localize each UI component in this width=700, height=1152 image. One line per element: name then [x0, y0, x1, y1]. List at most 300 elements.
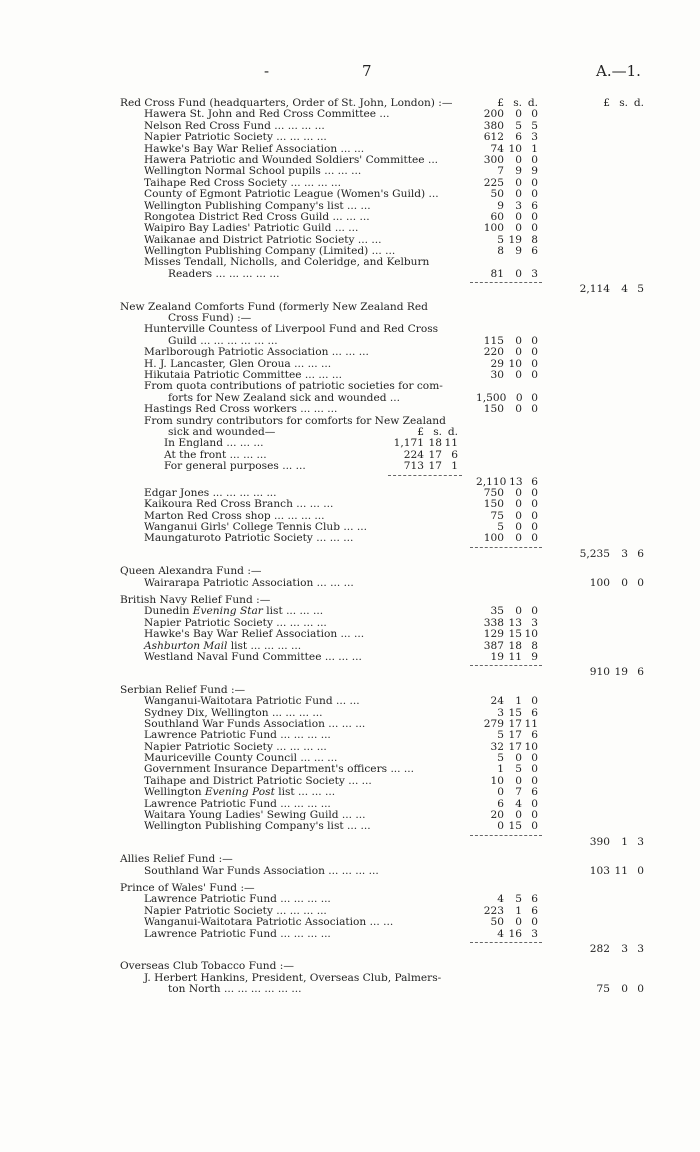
amount-column-1-s: 0 — [515, 391, 523, 404]
amount-column-1 — [476, 742, 538, 753]
section-total-row — [120, 837, 680, 848]
amount-column-1-d: 0 — [531, 509, 538, 522]
ledger-row-label: Sydney Dix, Wellington ... ... ... ... — [144, 706, 323, 719]
ledger-row-label: Hawera St. John and Red Cross Committee ... — [144, 108, 390, 121]
amount-column-1-d: 9 — [531, 165, 538, 178]
ledger-row-label: Government Insurance Department's officers ... ... — [144, 763, 415, 776]
ledger-row-label: Lawrence Patriotic Fund ... ... ... ... — [144, 927, 331, 940]
ledger-row-label: Marlborough Patriotic Association ... ... ... — [144, 346, 369, 359]
amount-column-1-s: 15 — [508, 628, 522, 641]
amount-column-1-l: 4 — [497, 893, 504, 906]
amount-column-1-l: 387 — [483, 639, 504, 652]
amount-column-1-s: 0 — [515, 521, 522, 534]
ledger-row-label: Taihape and District Patriotic Society ... ... — [144, 774, 372, 787]
amount-column-2 — [568, 578, 644, 589]
section-total-s: 3 — [621, 547, 628, 560]
ledger-row-label: Wanganui-Waitotara Patriotic Fund ... ... — [144, 695, 360, 708]
amount-column-1-l: 20 — [490, 809, 504, 822]
header-dash: - — [264, 62, 270, 80]
ledger-row — [120, 438, 680, 449]
amount-column-1-d: 0 — [531, 521, 538, 534]
column-total-rule — [470, 835, 542, 836]
amount-column-1 — [476, 652, 538, 663]
sub-amount-d: 11 — [444, 437, 458, 450]
amount-column-1 — [476, 719, 538, 730]
ledger-row — [120, 269, 680, 280]
amount-column-2-d: 0 — [637, 983, 644, 996]
ledger-row-label: Napier Patriotic Society ... ... ... ... — [144, 131, 327, 144]
ledger-row-label: H. J. Lancaster, Glen Oroua ... ... ... — [144, 357, 332, 370]
amount-column-1-l: 60 — [490, 210, 504, 223]
amount-column-1-l: 9 — [497, 199, 504, 212]
amount-column-1-l: 5 — [497, 729, 504, 742]
sub-currency-header-s: s. — [433, 425, 442, 438]
amount-column-1-s: 0 — [515, 752, 522, 765]
amount-column-1-s: 3 — [515, 199, 522, 212]
sub-amount-l: 224 — [403, 448, 424, 461]
amount-column-1 — [476, 764, 538, 775]
column-total-rule — [470, 547, 542, 548]
amount-column-1-l: 50 — [490, 916, 504, 929]
amount-column-1-l: 8 — [497, 245, 504, 258]
sub-amount-s: 17 — [428, 460, 442, 473]
amount-column-1-d: 0 — [531, 695, 538, 708]
amount-column-1-l: 380 — [483, 119, 504, 132]
amount-column-1 — [476, 269, 538, 280]
ledger-row-label: Dunedin Evening Star list ... ... ... — [144, 605, 324, 618]
ledger-row-label: Hawera Patriotic and Wounded Soldiers' Committee ... — [144, 153, 439, 166]
ledger-row — [120, 578, 680, 589]
amount-column-1-l: 50 — [490, 188, 504, 201]
ledger-row-label: Lawrence Patriotic Fund ... ... ... ... — [144, 797, 331, 810]
amount-column-1-s: 15 — [508, 820, 522, 833]
ledger-row — [120, 730, 680, 741]
column-1-currency-header-d: d. — [527, 97, 538, 109]
amount-column-1-l: 0 — [497, 820, 504, 833]
amount-column-2-s: 0 — [621, 983, 628, 996]
amount-column-1 — [476, 155, 538, 166]
amount-column-1-l: 612 — [483, 131, 504, 144]
ledger-content — [120, 98, 680, 996]
section-title-continued: Cross Fund) :— — [168, 312, 252, 325]
amount-column-1-s: 17 — [508, 740, 522, 753]
section-title: Prince of Wales' Fund :— — [120, 882, 255, 894]
section-total-row — [120, 284, 680, 295]
amount-column-1-s: 0 — [515, 222, 522, 235]
amount-column-1 — [476, 404, 538, 415]
sub-amount-d: 6 — [451, 448, 458, 461]
ledger-row-label: Hawke's Bay War Relief Association ... ... — [144, 142, 365, 155]
section-total-row — [120, 549, 680, 560]
column-total-rule — [470, 282, 542, 283]
section-total-s: 3 — [621, 942, 628, 955]
amount-column-1-s: 4 — [515, 797, 522, 810]
amount-column-1-s: 16 — [508, 927, 522, 940]
sub-total-rule — [388, 475, 462, 476]
amount-column-1-s: 0 — [515, 153, 522, 166]
section-total — [568, 549, 644, 560]
amount-column-1-d: 0 — [531, 153, 538, 166]
amount-column-1-s: 5 — [515, 119, 522, 132]
section-title: Serbian Relief Fund :— — [120, 683, 246, 696]
amount-column-1-d: 0 — [531, 774, 538, 787]
ledger-row-label: Lawrence Patriotic Fund ... ... ... ... — [144, 893, 331, 906]
section-title: New Zealand Comforts Fund (formerly New Zealand Red — [120, 300, 428, 313]
amount-column-1-d: 8 — [531, 639, 538, 652]
amount-column-1-d: 0 — [531, 752, 538, 765]
amount-column-1-s: 0 — [515, 486, 522, 499]
amount-column-1-l: 150 — [483, 498, 504, 511]
amount-column-1-l: 150 — [483, 403, 504, 416]
amount-column-1-l: 750 — [483, 486, 504, 499]
ledger-row-label: Rongotea District Red Cross Guild ... ... ... — [144, 210, 370, 223]
ledger-row-label: Southland War Funds Association ... ... ... ... — [144, 864, 379, 877]
amount-column-2 — [568, 984, 644, 995]
ledger-row-label: Taihape Red Cross Society ... ... ... ... — [144, 176, 342, 189]
amount-column-2 — [568, 866, 644, 877]
section-title: British Navy Relief Fund :— — [120, 594, 271, 607]
ledger-row-label: Wellington Publishing Company (Limited) ... ... — [144, 245, 396, 258]
section-total-d: 6 — [637, 666, 644, 679]
document-reference: A.—1. — [596, 62, 641, 80]
amount-column-1-l: 115 — [483, 334, 504, 347]
ledger-row-label: Edgar Jones ... ... ... ... ... — [144, 486, 277, 499]
section-total-row — [120, 944, 680, 955]
amount-column-1-d: 5 — [531, 119, 538, 132]
amount-column-1-d: 0 — [531, 391, 538, 404]
amount-column-1-s: 10 — [508, 142, 522, 155]
amount-column-1-d: 10 — [524, 628, 538, 641]
amount-column-2-d: 0 — [637, 864, 644, 877]
amount-column-1-d: 0 — [531, 916, 538, 929]
amount-column-1-d: 0 — [531, 188, 538, 201]
amount-column-1 — [476, 906, 538, 917]
ledger-row-label: Westland Naval Fund Committee ... ... ... — [144, 650, 362, 663]
ledger-row — [120, 984, 680, 995]
sub-amount-d: 1 — [451, 460, 458, 473]
amount-column-1 — [476, 235, 538, 246]
amount-column-1-l: 24 — [490, 695, 504, 708]
amount-column-1 — [476, 533, 538, 544]
amount-column-1 — [476, 223, 538, 234]
amount-column-1 — [476, 201, 538, 212]
amount-column-1-s: 1 — [515, 904, 522, 917]
amount-column-1-s: 11 — [508, 650, 522, 663]
ledger-row — [120, 917, 680, 928]
section-title: Overseas Club Tobacco Fund :— — [120, 960, 294, 973]
section-title-row — [120, 854, 680, 865]
amount-column-2-s: 0 — [621, 576, 628, 589]
ledger-row-label: ton North ... ... ... ... ... ... — [168, 983, 302, 996]
amount-column-1-s: 0 — [515, 267, 522, 280]
column-2-currency-header-s: s. — [619, 97, 628, 109]
amount-column-1-s: 17 — [508, 729, 522, 742]
amount-column-1 — [476, 370, 538, 381]
amount-column-1-l: 1,500 — [476, 391, 507, 404]
amount-column-1 — [476, 359, 538, 370]
amount-column-1 — [476, 821, 538, 832]
ledger-row-label: Readers ... ... ... ... ... — [168, 267, 280, 280]
amount-column-1-l: 6 — [497, 797, 504, 810]
section-total-l: 910 — [589, 666, 610, 679]
ledger-row-label: sick and wounded— — [168, 425, 276, 438]
section-total-d: 3 — [637, 942, 644, 955]
amount-column-1-s: 0 — [515, 334, 522, 347]
ledger-row-label: Misses Tendall, Nicholls, and Coleridge, and Kelburn — [144, 256, 430, 269]
amount-column-1-l: 2,110 — [476, 475, 507, 488]
amount-column-1-d: 1 — [531, 142, 538, 155]
section-total-row — [120, 667, 680, 678]
amount-column-1-l: 223 — [483, 904, 504, 917]
amount-column-1-d: 8 — [531, 233, 538, 246]
amount-column-1-d: 6 — [531, 706, 538, 719]
amount-column-1-d: 0 — [531, 368, 538, 381]
amount-column-1-d: 9 — [531, 650, 538, 663]
amount-column-1-l: 100 — [483, 532, 504, 545]
section-total-d: 5 — [637, 283, 644, 296]
section-total-l: 2,114 — [579, 283, 610, 296]
amount-column-1 — [476, 189, 538, 200]
amount-column-1-s: 0 — [515, 188, 522, 201]
amount-column-1-d: 0 — [531, 486, 538, 499]
amount-column-1-s: 10 — [508, 357, 522, 370]
amount-column-1 — [476, 178, 538, 189]
amount-column-1-s: 0 — [515, 809, 522, 822]
amount-column-2-l: 103 — [589, 864, 610, 877]
section-total-d: 3 — [637, 835, 644, 848]
column-2-currency-header — [568, 98, 644, 109]
amount-column-1-d: 0 — [531, 797, 538, 810]
ledger-row-label: Napier Patriotic Society ... ... ... ... — [144, 904, 327, 917]
column-total-rule — [470, 942, 542, 943]
amount-column-1 — [476, 776, 538, 787]
ledger-row — [120, 929, 680, 940]
amount-column-1-s: 6 — [515, 131, 522, 144]
amount-column-1-d: 3 — [531, 267, 538, 280]
amount-column-1-s: 0 — [515, 605, 522, 618]
section-title: Queen Alexandra Fund :— — [120, 565, 262, 578]
ledger-row-label: At the front ... ... ... — [164, 448, 267, 461]
amount-column-1-s: 0 — [515, 368, 522, 381]
sub-currency-header-l: £ — [417, 425, 424, 438]
amount-column-1-s: 9 — [515, 245, 522, 258]
amount-column-1 — [476, 132, 538, 143]
amount-column-1-l: 19 — [490, 650, 504, 663]
ledger-row-label: Wellington Evening Post list ... ... ... — [144, 786, 336, 799]
amount-column-1-d: 6 — [531, 245, 538, 258]
ledger-row — [120, 189, 680, 200]
amount-column-1-l: 7 — [497, 165, 504, 178]
amount-column-1 — [476, 641, 538, 652]
ledger-row — [120, 866, 680, 877]
amount-column-1-d: 0 — [531, 346, 538, 359]
ledger-row-label: Wairarapa Patriotic Association ... ... ... — [144, 576, 354, 589]
ledger-row-label: Marton Red Cross shop ... ... ... ... — [144, 509, 325, 522]
ledger-row-label: Hastings Red Cross workers ... ... ... — [144, 403, 338, 416]
amount-column-1-l: 100 — [483, 222, 504, 235]
ledger-row-label: Ashburton Mail list ... ... ... ... — [144, 639, 302, 652]
sub-amount-l: 1,171 — [393, 437, 424, 450]
amount-column-1-d: 0 — [531, 222, 538, 235]
amount-column-1-l: 338 — [483, 616, 504, 629]
section-total-d: 6 — [637, 547, 644, 560]
ledger-row-label: Kaikoura Red Cross Branch ... ... ... — [144, 498, 334, 511]
amount-column-1 — [476, 629, 538, 640]
amount-column-1-d: 0 — [531, 176, 538, 189]
amount-column-1-l: 225 — [483, 176, 504, 189]
amount-column-1-s: 0 — [515, 176, 522, 189]
amount-column-1-s: 5 — [515, 893, 522, 906]
amount-column-1-d: 0 — [531, 210, 538, 223]
amount-column-1-l: 10 — [490, 774, 504, 787]
section-total-s: 4 — [621, 283, 628, 296]
amount-column-1 — [476, 730, 538, 741]
column-1-currency-header-s: s. — [513, 97, 522, 109]
amount-column-1-l: 74 — [490, 142, 504, 155]
column-total-rule — [470, 665, 542, 666]
amount-column-1-l: 3 — [497, 706, 504, 719]
amount-column-1 — [476, 246, 538, 257]
amount-column-1-l: 200 — [483, 108, 504, 121]
ledger-row-label: Wellington Publishing Company's list ... ... — [144, 820, 371, 833]
amount-column-1-d: 0 — [531, 108, 538, 121]
amount-column-1-s: 9 — [515, 165, 522, 178]
amount-column-2-l: 100 — [589, 576, 610, 589]
section-total — [568, 837, 644, 848]
amount-column-1 — [476, 753, 538, 764]
ledger-row — [120, 787, 680, 798]
amount-column-1-l: 220 — [483, 346, 504, 359]
amount-column-1-l: 300 — [483, 153, 504, 166]
amount-column-1-l: 81 — [490, 267, 504, 280]
ledger-row-label: From quota contributions of patriotic societies for com- — [144, 380, 443, 393]
ledger-row-label: For general purposes ... ... — [164, 460, 306, 473]
amount-column-1 — [476, 799, 538, 810]
amount-column-1-s: 0 — [515, 916, 522, 929]
ledger-row — [120, 821, 680, 832]
amount-column-1-d: 6 — [531, 199, 538, 212]
amount-column-1-s: 5 — [515, 763, 522, 776]
amount-column-1-d: 3 — [531, 131, 538, 144]
amount-column-1-d: 10 — [524, 740, 538, 753]
ledger-row-label: Maungaturoto Patriotic Society ... ... ... — [144, 532, 354, 545]
amount-column-1-l: 5 — [497, 752, 504, 765]
page-header — [0, 62, 700, 82]
page-number: 7 — [362, 62, 372, 80]
section-title: Red Cross Fund (headquarters, Order of St. John, London) :— — [120, 97, 453, 109]
ledger-row-label: Napier Patriotic Society ... ... ... ... — [144, 616, 327, 629]
ledger-row-label: Guild ... ... ... ... ... ... — [168, 334, 278, 347]
ledger-row — [120, 404, 680, 415]
amount-column-1-d: 0 — [531, 809, 538, 822]
amount-column-1-d: 0 — [531, 532, 538, 545]
amount-column-1-s: 13 — [509, 475, 523, 488]
amount-column-1-s: 13 — [508, 616, 522, 629]
amount-column-1-l: 129 — [483, 628, 504, 641]
amount-column-1-s: 0 — [515, 346, 522, 359]
amount-column-1-s: 0 — [515, 498, 522, 511]
amount-column-1-s: 0 — [515, 509, 522, 522]
ledger-row-label: Mauriceville County Council ... ... ... — [144, 752, 338, 765]
amount-column-1-d: 6 — [531, 729, 538, 742]
amount-column-1 — [476, 787, 538, 798]
section-total-l: 282 — [589, 942, 610, 955]
sub-amount-l: 713 — [403, 460, 424, 473]
amount-column-2-d: 0 — [637, 576, 644, 589]
amount-column-1-l: 1 — [497, 763, 504, 776]
ledger-row — [120, 652, 680, 663]
amount-column-1-s: 0 — [515, 774, 522, 787]
amount-column-1-s: 1 — [515, 695, 522, 708]
ledger-row-label: Hikutaia Patriotic Committee ... ... ... — [144, 368, 342, 381]
sub-amount — [388, 461, 458, 472]
amount-column-1-s: 0 — [515, 210, 522, 223]
section-total — [568, 667, 644, 678]
ledger-row-label: forts for New Zealand sick and wounded ... — [168, 391, 400, 404]
ledger-row-label: In England ... ... ... — [164, 437, 264, 450]
amount-column-1-l: 29 — [490, 357, 504, 370]
sub-currency-header-d: d. — [447, 425, 458, 438]
amount-column-1-d: 6 — [531, 904, 538, 917]
ledger-row-label: Hawke's Bay War Relief Association ... ... — [144, 628, 365, 641]
amount-column-1-l: 0 — [497, 786, 504, 799]
section-total-s: 1 — [621, 835, 628, 848]
section-total-l: 5,235 — [579, 547, 610, 560]
column-1-currency-header-l: £ — [497, 97, 504, 109]
ledger-row-label: Hunterville Countess of Liverpool Fund and Red Cross — [144, 323, 439, 336]
amount-column-1-s: 17 — [508, 717, 522, 730]
ledger-row-label: From sundry contributors for comforts for New Zealand — [144, 414, 446, 427]
ledger-row-label: Waikanae and District Patriotic Society ... ... — [144, 233, 382, 246]
amount-column-1-s: 19 — [508, 233, 522, 246]
amount-column-1-l: 5 — [497, 233, 504, 246]
amount-column-1-l: 35 — [490, 605, 504, 618]
ledger-row-label: County of Egmont Patriotic League (Women's Guild) ... — [144, 188, 439, 201]
amount-column-1-l: 5 — [497, 521, 504, 534]
amount-column-1-d: 0 — [531, 820, 538, 833]
ledger-row-label: J. Herbert Hankins, President, Overseas Club, Palmers- — [144, 971, 442, 984]
section-title-row — [120, 566, 680, 577]
amount-column-1-d: 0 — [531, 357, 538, 370]
section-total — [568, 944, 644, 955]
amount-column-1 — [476, 499, 538, 510]
amount-column-1-s: 0 — [515, 532, 522, 545]
amount-column-1-d: 0 — [531, 403, 538, 416]
amount-column-1-d: 11 — [524, 717, 538, 730]
column-2-currency-header-l: £ — [603, 97, 610, 109]
sub-amount-s: 17 — [428, 448, 442, 461]
amount-column-1-d: 6 — [531, 475, 538, 488]
amount-column-1-l: 32 — [490, 740, 504, 753]
amount-column-1-d: 0 — [531, 498, 538, 511]
amount-column-1-l: 279 — [483, 717, 504, 730]
amount-column-2-l: 75 — [596, 983, 610, 996]
amount-column-1-d: 0 — [531, 334, 538, 347]
amount-column-1-s: 18 — [508, 639, 522, 652]
amount-column-1-d: 6 — [531, 786, 538, 799]
section-total-s: 19 — [614, 666, 628, 679]
ledger-row-label: Wellington Normal School pupils ... ... ... — [144, 165, 362, 178]
amount-column-2-s: 11 — [614, 864, 628, 877]
ledger-row — [120, 132, 680, 143]
amount-column-1-d: 6 — [531, 893, 538, 906]
amount-column-1-s: 0 — [515, 403, 522, 416]
ledger-row-label: Nelson Red Cross Fund ... ... ... ... — [144, 119, 325, 132]
ledger-row — [120, 223, 680, 234]
ledger-row — [120, 347, 680, 358]
section-total — [568, 284, 644, 295]
ledger-row-label: Waipiro Bay Ladies' Patriotic Guild ... ... — [144, 222, 359, 235]
